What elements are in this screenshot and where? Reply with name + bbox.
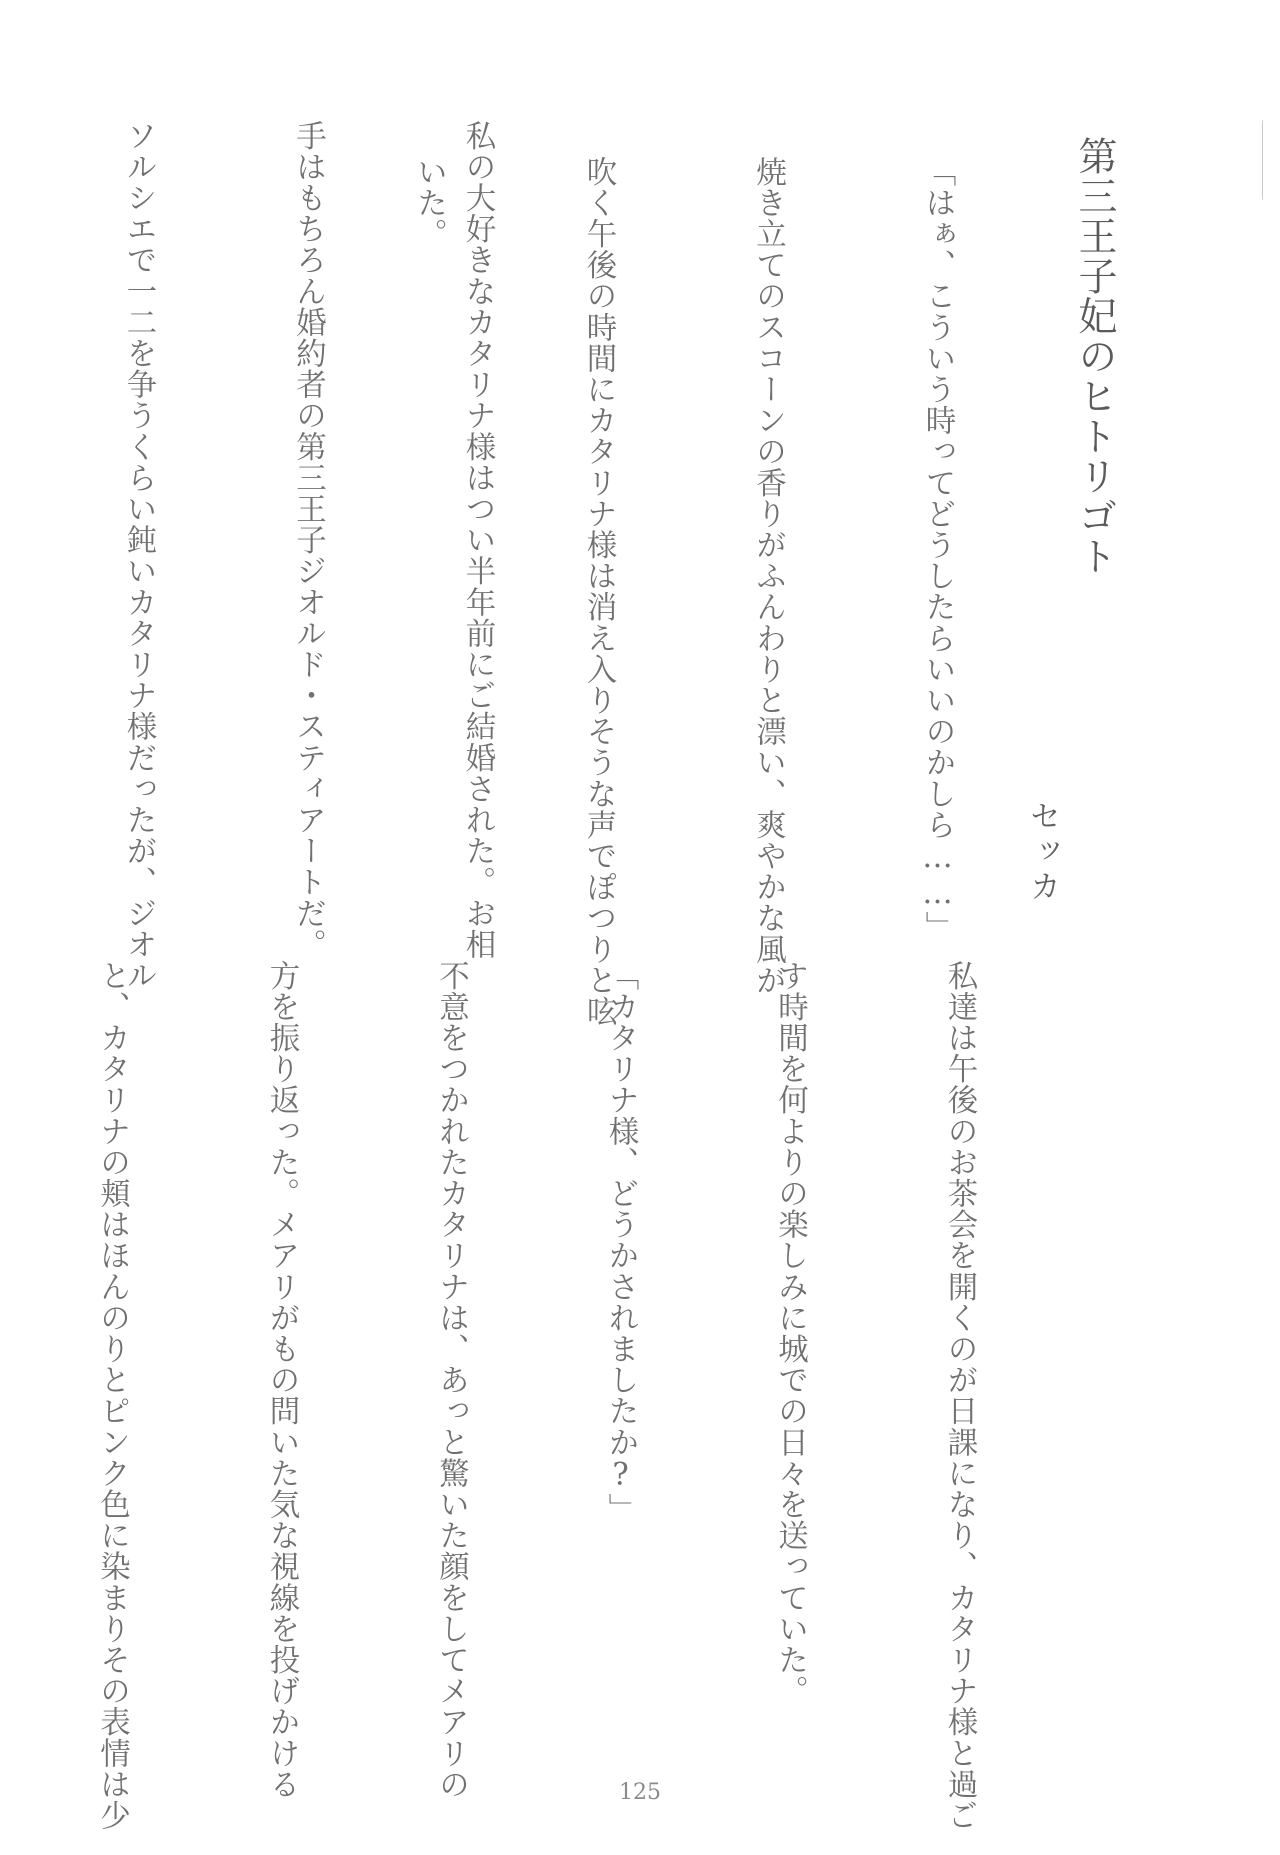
text-line: いた。 (411, 156, 447, 250)
text-line: 「はぁ、こういう時ってどうしたらいいのかしら……」 (920, 156, 955, 943)
story-title: 第三王子妃のヒトリゴト (1072, 136, 1117, 576)
text-line: 私の大好きなカタリナ様はつい半年前にご結婚された。お相 (460, 120, 495, 960)
text-line: 方を振り返った。メアリがもの問いた気な視線を投げかける (264, 960, 299, 1800)
text-line: 不意をつかれたカタリナは、あっと驚いた顔をしてメアリの (433, 960, 469, 1800)
text-line: 吹く午後の時間にカタリナ様は消え入りそうな声でぽつりと呟 (581, 156, 616, 1027)
text-line: 私達は午後のお茶会を開くのが日課になり、カタリナ様と過ご (942, 960, 977, 1831)
author-name: セッカ (1024, 800, 1060, 905)
text-line: 焼き立てのスコーンの香りがふんわりと漂い、爽やかな風が (750, 156, 786, 996)
text-block-top-left (121, 120, 618, 991)
text-line: 「カタリナ様、どうかされましたか?」 (603, 960, 638, 1525)
text-line: と、カタリナの頬はほんのりとピンク色に染まりその表情は少 (94, 960, 130, 1831)
text-line: す時間を何よりの楽しみに城での日々を送っていた。 (772, 960, 808, 1707)
text-line: 手はもちろん婚約者の第三王子ジオルド・スティアートだ。 (290, 120, 326, 960)
page-edge-mark (1262, 120, 1267, 200)
page-number: 125 (619, 1780, 661, 1805)
text-line: ソルシエで一二を争うくらい鈍いカタリナ様だったが、ジオル (121, 120, 156, 991)
